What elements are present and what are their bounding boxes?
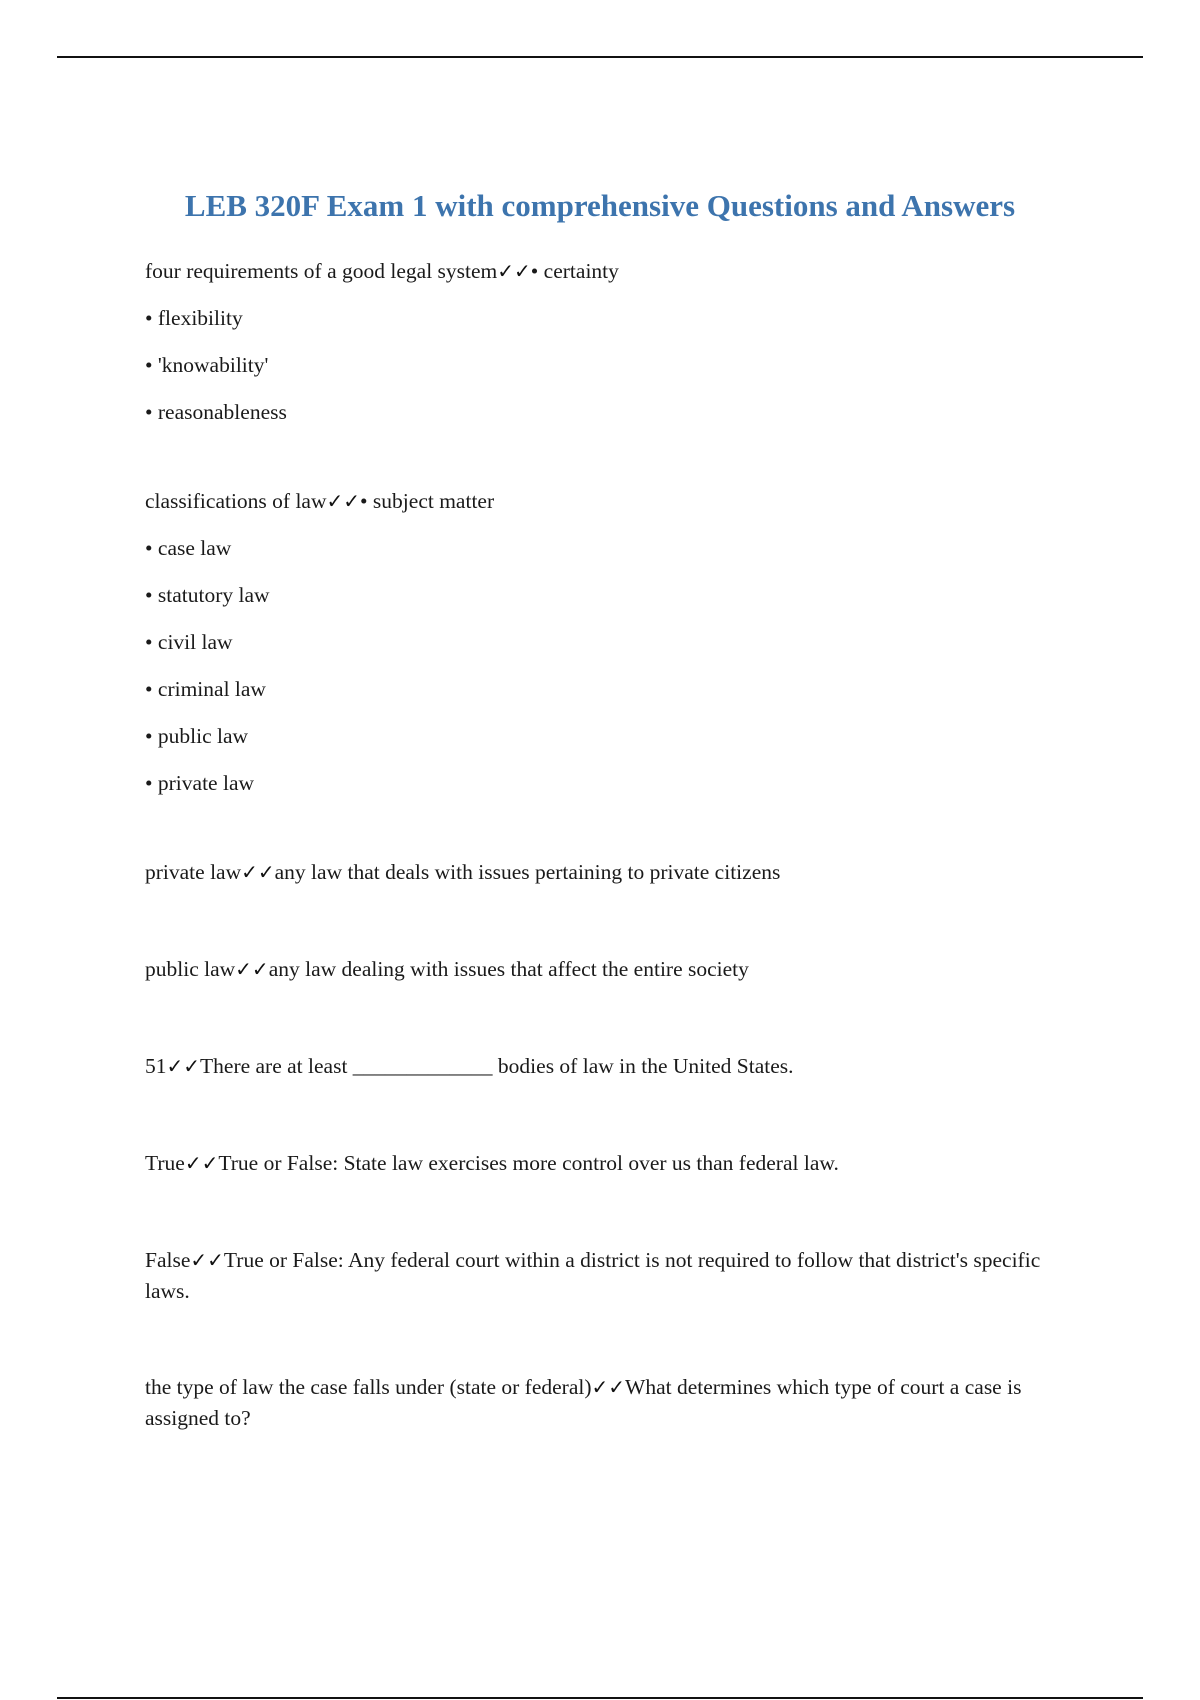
answer-text: True or False: Any federal court within a district is not required to follow that district's specific laws. <box>145 1248 1041 1303</box>
question-text: private law <box>145 860 242 884</box>
answer-text: any law dealing with issues that affect the entire society <box>268 957 749 981</box>
double-check-icon: ✓✓ <box>166 1054 201 1078</box>
double-check-icon: ✓✓ <box>190 1248 224 1272</box>
question-text: True <box>145 1151 185 1175</box>
double-check-icon: ✓✓ <box>497 259 531 283</box>
answer-text: There are at least _____________ bodies of law in the United States. <box>200 1054 794 1078</box>
document-body <box>145 256 1085 1434</box>
qa-entry <box>145 256 1085 428</box>
bullet-item: • case law <box>145 536 232 560</box>
bullet-item: • civil law <box>145 630 233 654</box>
double-check-icon: ✓✓ <box>326 489 361 513</box>
double-check-icon: ✓✓ <box>241 860 275 884</box>
answer-text: • certainty <box>530 259 619 283</box>
answer-text: What determines which type of court a case is assigned to? <box>145 1375 1022 1430</box>
bullet-item: • public law <box>145 724 249 748</box>
question-text: classifications of law <box>145 489 327 513</box>
question-text: False <box>145 1248 191 1272</box>
question-text: the type of law the case falls under (state or federal) <box>145 1375 592 1399</box>
double-check-icon: ✓✓ <box>184 1151 219 1175</box>
qa-line <box>145 1245 1085 1307</box>
question-text: public law <box>145 957 236 981</box>
bullet-item: • flexibility <box>145 306 243 330</box>
bullet-item: • reasonableness <box>145 400 287 424</box>
answer-text: True or False: State law exercises more control over us than federal law. <box>218 1151 839 1175</box>
qa-line <box>145 486 1085 517</box>
answer-text: any law that deals with issues pertaining to private citizens <box>274 860 781 884</box>
question-text: 51 <box>145 1054 167 1078</box>
answer-text: • subject matter <box>360 489 495 513</box>
bullet-item: • private law <box>145 771 255 795</box>
top-rule <box>57 56 1143 58</box>
double-check-icon: ✓✓ <box>235 957 269 981</box>
bullet-item: • 'knowability' <box>145 353 269 377</box>
qa-entry <box>145 486 1085 799</box>
bullet-item: • statutory law <box>145 583 270 607</box>
bullet-item: • criminal law <box>145 677 266 701</box>
qa-line <box>145 1372 1085 1434</box>
document-title: LEB 320F Exam 1 with comprehensive Questions and Answers <box>184 187 1016 223</box>
qa-line <box>145 857 1085 888</box>
double-check-icon: ✓✓ <box>591 1375 626 1399</box>
qa-line <box>145 256 1085 287</box>
qa-line <box>145 954 1085 985</box>
qa-line <box>145 1148 1085 1179</box>
question-text: four requirements of a good legal system <box>145 259 498 283</box>
bottom-rule <box>57 1697 1143 1699</box>
qa-line <box>145 1051 1085 1082</box>
